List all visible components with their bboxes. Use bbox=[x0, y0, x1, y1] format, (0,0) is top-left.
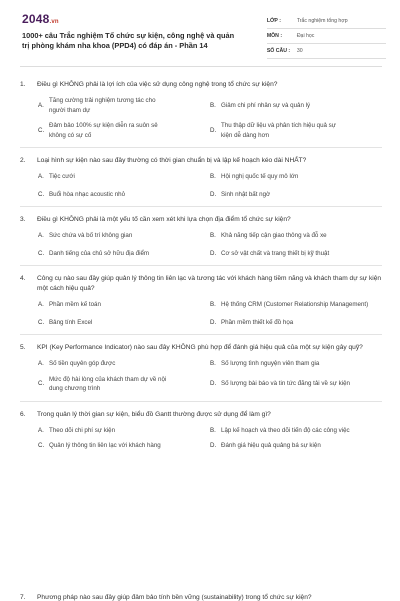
question-divider bbox=[20, 334, 382, 335]
option-b[interactable] bbox=[210, 300, 386, 310]
question-divider bbox=[20, 401, 382, 402]
option-text: Đánh giá hiệu quả quảng bá sự kiện bbox=[221, 442, 321, 449]
option-letter: D. bbox=[210, 249, 217, 257]
option-a[interactable] bbox=[38, 300, 210, 310]
option-text: Danh tiếng của chủ sở hữu địa điểm bbox=[49, 249, 150, 257]
meta-label: SỐ CÂU : bbox=[266, 48, 291, 54]
option-letter: A. bbox=[38, 360, 44, 367]
option-letter: C. bbox=[38, 249, 45, 257]
option-text: Lập kế hoạch và theo dõi tiến độ các công việc bbox=[221, 426, 350, 434]
site-logo[interactable] bbox=[22, 12, 242, 26]
meta-row-subject bbox=[267, 29, 386, 44]
option-text: Khả năng tiếp cận giao thông và đỗ xe bbox=[221, 232, 327, 239]
option-text: Sức chứa và bố trí không gian bbox=[49, 232, 133, 239]
option-letter: C. bbox=[38, 442, 45, 449]
document-title: 1000+ câu Trắc nghiệm Tổ chức sự kiện, công nghệ và quản trị phòng khám nha khoa (PPD4) có đáp án - Phần 14 bbox=[22, 31, 235, 50]
options bbox=[38, 96, 382, 140]
question-number: 5. bbox=[20, 344, 26, 351]
question-4 bbox=[20, 274, 382, 327]
option-letter: C. bbox=[38, 318, 45, 326]
option-a[interactable] bbox=[38, 359, 210, 369]
question-1 bbox=[20, 80, 382, 140]
option-letter: B. bbox=[210, 101, 216, 109]
option-text: Bảng tính Excel bbox=[49, 318, 93, 326]
meta-table bbox=[267, 14, 386, 64]
option-text: Sinh nhật bất ngờ bbox=[221, 190, 271, 198]
option-b[interactable] bbox=[210, 359, 386, 369]
question-6 bbox=[20, 410, 382, 451]
option-letter: A. bbox=[38, 426, 44, 434]
question-number: 3. bbox=[20, 216, 26, 223]
header-left bbox=[22, 12, 242, 64]
option-c[interactable] bbox=[38, 318, 210, 328]
option-text: Tiệc cưới bbox=[49, 173, 75, 180]
option-letter: B. bbox=[210, 426, 216, 434]
meta-value: Trắc nghiệm tổng hợp bbox=[296, 18, 348, 24]
option-letter: A. bbox=[38, 173, 44, 180]
question-body: Trong quản lý thời gian sự kiện, biểu đồ Gantt thường được sử dụng để làm gì? bbox=[37, 410, 271, 418]
question-body: Công cụ nào sau đây giúp quản lý thông tin liên lạc và tương tác với khách hàng tiềm năng và khách tham dự sự kiện một cách hiệu quả? bbox=[37, 275, 382, 292]
option-d[interactable] bbox=[210, 375, 386, 394]
question-3 bbox=[20, 215, 382, 258]
option-letter: D. bbox=[210, 442, 217, 449]
option-text: Giảm chi phí nhân sự và quản lý bbox=[221, 101, 311, 109]
option-b[interactable] bbox=[210, 172, 386, 182]
question-body: Điều gì KHÔNG phải là một yếu tố cần xem xét khi lựa chọn địa điểm tổ chức sự kiện? bbox=[37, 216, 291, 223]
question-5 bbox=[20, 343, 382, 394]
question-divider bbox=[20, 206, 382, 207]
option-b[interactable] bbox=[210, 96, 386, 115]
option-b[interactable] bbox=[210, 231, 386, 241]
question-text bbox=[20, 80, 382, 90]
option-a[interactable] bbox=[38, 426, 210, 436]
option-b[interactable] bbox=[210, 426, 386, 436]
option-text: Thu thập dữ liệu và phân tích hiệu quả sự kiện dễ dàng hơn bbox=[221, 122, 336, 139]
option-text: Số lượng tình nguyện viên tham gia bbox=[221, 360, 320, 367]
question-body: KPI (Key Performance Indicator) nào sau đây KHÔNG phù hợp để đánh giá hiệu quả của một sự kiện gây quỹ? bbox=[37, 344, 363, 351]
question-text bbox=[20, 156, 382, 166]
question-number: 2. bbox=[20, 157, 26, 164]
option-letter: A. bbox=[38, 101, 44, 109]
question-text bbox=[20, 343, 382, 353]
option-letter: C. bbox=[38, 380, 45, 388]
option-text: Theo dõi chi phí sự kiện bbox=[49, 426, 116, 434]
logo-suffix: .vn bbox=[49, 19, 59, 25]
option-text: Hội nghị quốc tế quy mô lớn bbox=[221, 173, 299, 180]
option-text: Buổi hòa nhạc acoustic nhỏ bbox=[49, 190, 126, 198]
meta-value: 30 bbox=[296, 48, 303, 54]
option-letter: C. bbox=[38, 190, 45, 198]
option-c[interactable] bbox=[38, 375, 210, 394]
option-a[interactable] bbox=[38, 172, 210, 182]
options bbox=[38, 231, 382, 258]
option-text: Quản lý thông tin liên lạc với khách hàng bbox=[49, 442, 161, 449]
option-letter: B. bbox=[210, 360, 216, 367]
question-divider bbox=[20, 265, 382, 266]
question-body: Phương pháp nào sau đây giúp đảm bảo tính bền vững (sustainability) trong tổ chức sự kiện? bbox=[37, 594, 312, 601]
question-divider bbox=[20, 147, 382, 148]
option-d[interactable] bbox=[210, 441, 386, 451]
option-d[interactable] bbox=[210, 190, 386, 200]
option-text: Số tiền quyên góp được bbox=[49, 360, 116, 367]
question-2 bbox=[20, 156, 382, 199]
option-letter: D. bbox=[210, 126, 217, 134]
option-c[interactable] bbox=[38, 190, 210, 200]
option-d[interactable] bbox=[210, 318, 386, 328]
logo-main: 2048 bbox=[22, 12, 50, 26]
option-text: Cơ sở vật chất và trang thiết bị kỹ thuật bbox=[221, 249, 330, 257]
option-c[interactable] bbox=[38, 441, 210, 451]
option-letter: A. bbox=[38, 232, 44, 239]
question-number: 6. bbox=[20, 410, 26, 418]
option-d[interactable] bbox=[210, 121, 386, 140]
option-letter: D. bbox=[210, 380, 217, 388]
question-body: Điều gì KHÔNG phải là lợi ích của việc sử dụng công nghệ trong tổ chức sự kiện? bbox=[37, 81, 278, 88]
option-letter: D. bbox=[210, 190, 217, 198]
meta-label: LỚP : bbox=[266, 18, 281, 24]
question-number: 7. bbox=[20, 594, 26, 601]
option-c[interactable] bbox=[38, 249, 210, 259]
option-a[interactable] bbox=[38, 96, 210, 115]
option-c[interactable] bbox=[38, 121, 210, 140]
option-letter: C. bbox=[38, 126, 45, 134]
header bbox=[0, 0, 400, 64]
option-text: Tăng cường trải nghiệm tương tác cho người tham dự bbox=[49, 97, 156, 114]
option-letter: D. bbox=[210, 318, 217, 326]
option-letter: A. bbox=[38, 301, 44, 308]
options bbox=[38, 359, 382, 394]
question-text bbox=[20, 274, 382, 294]
question-list bbox=[20, 80, 382, 451]
options bbox=[38, 426, 382, 451]
option-text: Hệ thống CRM (Customer Relationship Management) bbox=[221, 301, 369, 308]
question-number: 4. bbox=[20, 275, 26, 282]
question-text bbox=[20, 215, 382, 225]
option-text: Mức độ hài lòng của khách tham dự về nội dung chương trình bbox=[49, 375, 167, 392]
options bbox=[38, 300, 382, 327]
question-body: Loại hình sự kiện nào sau đây thường có thời gian chuẩn bị và lập kế hoạch kéo dài NHẤT? bbox=[37, 157, 307, 164]
options bbox=[38, 172, 382, 199]
meta-row-count bbox=[267, 44, 386, 59]
option-text: Số lượng bài báo và tin tức đăng tải về sự kiện bbox=[221, 380, 350, 388]
option-letter: B. bbox=[210, 301, 216, 308]
option-d[interactable] bbox=[210, 249, 386, 259]
option-text: Phần mềm thiết kế đồ họa bbox=[221, 318, 294, 326]
meta-value: Đại học bbox=[296, 33, 315, 39]
question-text bbox=[20, 410, 382, 420]
meta-label: MÔN : bbox=[266, 33, 283, 39]
option-letter: B. bbox=[210, 173, 216, 180]
option-a[interactable] bbox=[38, 231, 210, 241]
option-letter: B. bbox=[210, 232, 216, 239]
option-text: Phần mềm kế toán bbox=[49, 301, 101, 308]
header-divider bbox=[20, 66, 382, 67]
question-number: 1. bbox=[20, 81, 26, 88]
option-text: Đảm bảo 100% sự kiện diễn ra suôn sẻ không có sự cố bbox=[49, 122, 158, 139]
meta-row-class bbox=[267, 14, 386, 29]
